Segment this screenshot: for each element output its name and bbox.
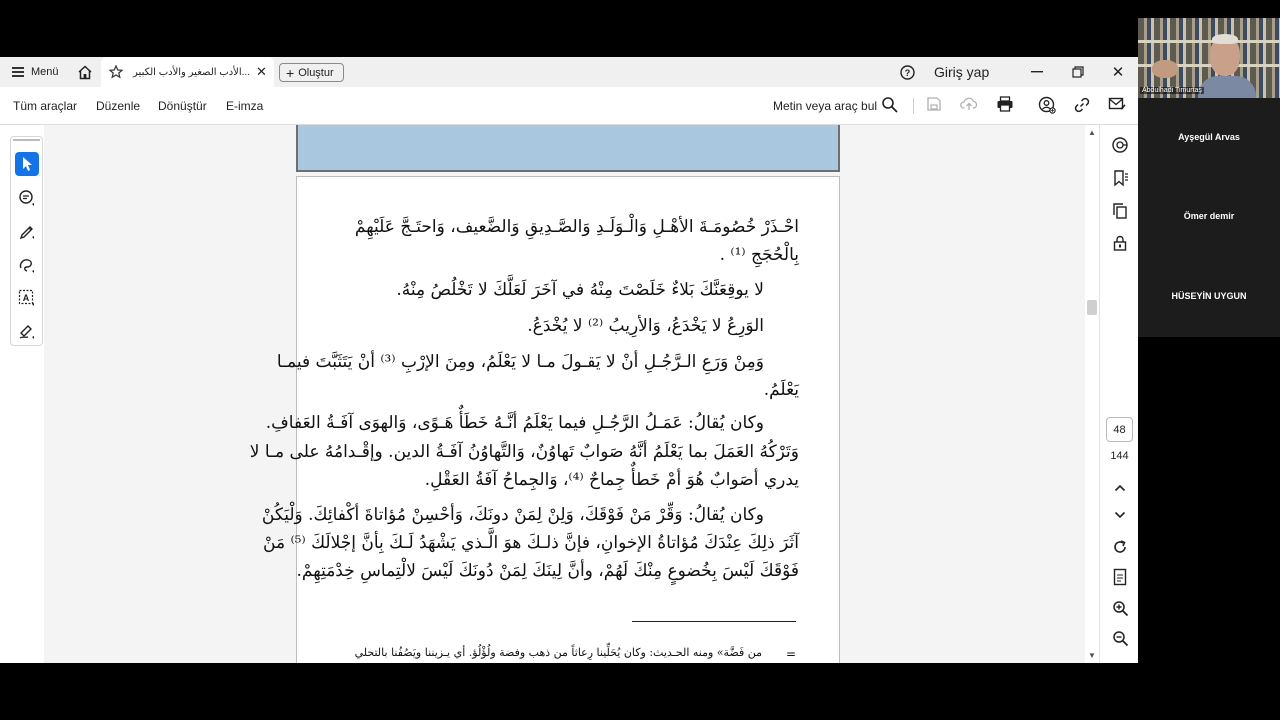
acrobat-window [0,57,1138,663]
esign-menu[interactable]: E-imza [226,99,264,113]
rotate-icon[interactable] [1110,537,1130,557]
convert-menu[interactable]: Dönüştür [158,99,207,113]
ai-assistant-icon[interactable] [1110,135,1130,155]
speaker-hand [1152,60,1178,78]
speaker-name-label: Abdulhadi Timurtaş [1142,87,1202,94]
document-view[interactable] [44,125,1097,663]
participant-tile[interactable]: Ömer demir [1183,211,1235,221]
restore-icon[interactable] [1063,57,1093,87]
search-icon[interactable] [881,96,901,116]
text-line: لا يوقِعَنَّكَ بَلاءٌ خَلَصْتَ مِنْهُ في آخَرَ لَعَلَّكَ لا تَخْلُصُ مِنْهُ. [396,280,764,300]
footnote-text: من فَضَّة» ومنه الحـديث: وكان يُحَلِّينا رِعاثاً من ذهب وفضة ولُؤْلُؤ. أي يـزيننا ويَصُفُنا بالتحلي [354,646,762,659]
home-icon[interactable] [75,57,95,87]
text-line: يَعْلَمُ. [763,380,799,400]
lock-icon[interactable] [1110,233,1130,253]
zoom-out-icon[interactable] [1110,628,1130,648]
text-line: وَمِنْ وَرَعِ الـرَّجُـلِ أنْ لا يَقـولَ مـا لا يَعْلَمُ، ومِنَ الإرْبِ ⁽³⁾ أنْ يَتَثَبَّتَ فيمـا [276,352,764,372]
tools-row [0,87,1138,125]
footnote-marker: = [786,647,797,661]
star-icon[interactable] [109,57,123,87]
text-line: الوَرِعُ لا يَخْدَعُ، وَالأرِيبُ ⁽²⁾ لا يُخْدَعُ. [527,316,764,336]
sign-pen-icon[interactable] [15,319,39,343]
link-icon[interactable] [1073,96,1093,116]
upload-cloud-icon[interactable] [960,96,980,116]
create-button[interactable] [279,63,344,82]
pdf-page [249,176,840,663]
scroll-up-icon[interactable]: ▲ [1088,128,1096,137]
hamburger-icon [12,67,24,77]
create-button-label: Oluştur [298,66,334,79]
previous-page-icon[interactable] [1110,478,1130,498]
copy-pages-icon[interactable] [1110,201,1130,221]
right-rail [1099,125,1138,663]
email-icon[interactable] [1108,96,1128,116]
speaker-shoulders [1198,76,1256,98]
close-tab-icon[interactable]: ✕ [256,64,267,79]
text-line: بِالْحُجَجِ ⁽¹⁾ . [719,245,799,265]
add-comment-icon[interactable] [15,186,39,210]
text-line: فَوْقَكَ لَيْسَ بِخُضوعٍ مِنْكَ لَهُمْ، وأنَّ لِينَكَ لِمَنْ دُونَكَ لَيْسَ لالْتِماسِ خِدْمَتِهِمْ. [296,561,799,581]
highlight-pen-icon[interactable] [15,219,39,243]
select-cursor-icon[interactable] [15,152,39,176]
scrollbar-thumb[interactable] [1087,300,1097,315]
bookmark-icon[interactable] [1110,168,1130,188]
speaker-hair [1212,34,1238,44]
edit-menu[interactable]: Düzenle [96,99,141,113]
minimize-icon[interactable] [1022,57,1052,87]
text-line: وَتَرْكُهُ العَمَلَ بما يَعْلَمُ أنَّهُ صَوابٌ تَهاوُنٌ، وَالتَّهاوُنُ آفَـةُ الدين. وإقْـدامُهُ على مـا لا [249,442,799,462]
left-quick-tools [10,136,43,346]
save-icon[interactable] [926,96,946,116]
menu-button[interactable] [12,57,59,87]
text-line: احْـذَرْ خُصُومَـةَ الأهْـلِ وَالْـوَلَـدِ وَالصَّـدِيقِ وَالضَّعيف، وَاحتَـجَّ عَلَيْهِمْ [354,217,799,237]
toolbar-grip [13,139,40,141]
close-window-icon[interactable]: ✕ [1111,64,1125,81]
find-tool-search[interactable]: Metin veya araç bul [773,99,878,113]
current-page-input[interactable]: 48 [1106,417,1133,442]
previous-page-bottom [296,125,840,172]
sign-in-button[interactable]: Giriş yap [934,64,990,80]
text-line: يدري أصَوابٌ هُوَ أمْ خَطأٌ جِماحٌ ⁽⁴⁾، وَالجِماحُ آفَةُ العَقْلِ. [424,470,799,490]
text-line: آثَرَ ذلِكَ عِنْدَكَ مُؤاتاةُ الإخوانِ، فإنَّ ذلـكَ هوَ الَّـذي يَشْهَدُ لَـكَ بِأنَّ إجْلالَكَ ⁽⁵⁾ مَنْ [263,533,799,553]
print-icon[interactable] [996,96,1016,116]
help-circle-icon[interactable] [900,57,915,87]
svg-text:A: A [22,293,30,303]
speaker-video-tile[interactable] [1138,18,1280,98]
zoom-in-icon[interactable] [1110,598,1130,618]
toolbar-divider [913,98,914,114]
draw-freehand-icon[interactable] [15,253,39,277]
share-user-icon[interactable] [1038,96,1058,116]
menu-label: Menü [31,66,59,78]
all-tools-menu[interactable]: Tüm araçlar [13,99,78,113]
page-view-icon[interactable] [1110,567,1130,587]
participant-tile[interactable]: Ayşegül Arvas [1178,132,1240,142]
shelf-divider [1138,40,1280,43]
participant-tile[interactable]: HÜSEYİN UYGUN [1171,291,1247,301]
footnote-rule [632,621,796,622]
document-tab-title[interactable]: الأدب الصغير والأدب الكبير... [133,66,250,78]
svg-text:?: ? [904,67,911,78]
scroll-down-icon[interactable]: ▼ [1088,651,1096,660]
text-select-icon[interactable] [15,286,39,310]
tab-bar [0,57,1138,87]
total-pages-label: 144 [1110,450,1129,462]
video-participants-panel [1138,18,1280,337]
plus-icon: + [286,64,295,81]
vertical-scrollbar[interactable] [1085,125,1099,663]
text-line: وكان يُقالُ: عَمَـلُ الرَّجُـلِ فيما يَعْلَمُ أنَّـهُ خَطَأٌ هَـوًى، وَالهوَى آفَـةُ العَفافِ. [265,413,764,433]
text-line: وكان يُقالُ: وَقِّرْ مَنْ فَوْقَكَ، وَلِنْ لِمَنْ دونَكَ، وَأحْسِنْ مُؤاتاةَ أكْفائِكَ. وَلْيَكُنْ [261,505,764,525]
next-page-icon[interactable] [1110,505,1130,525]
